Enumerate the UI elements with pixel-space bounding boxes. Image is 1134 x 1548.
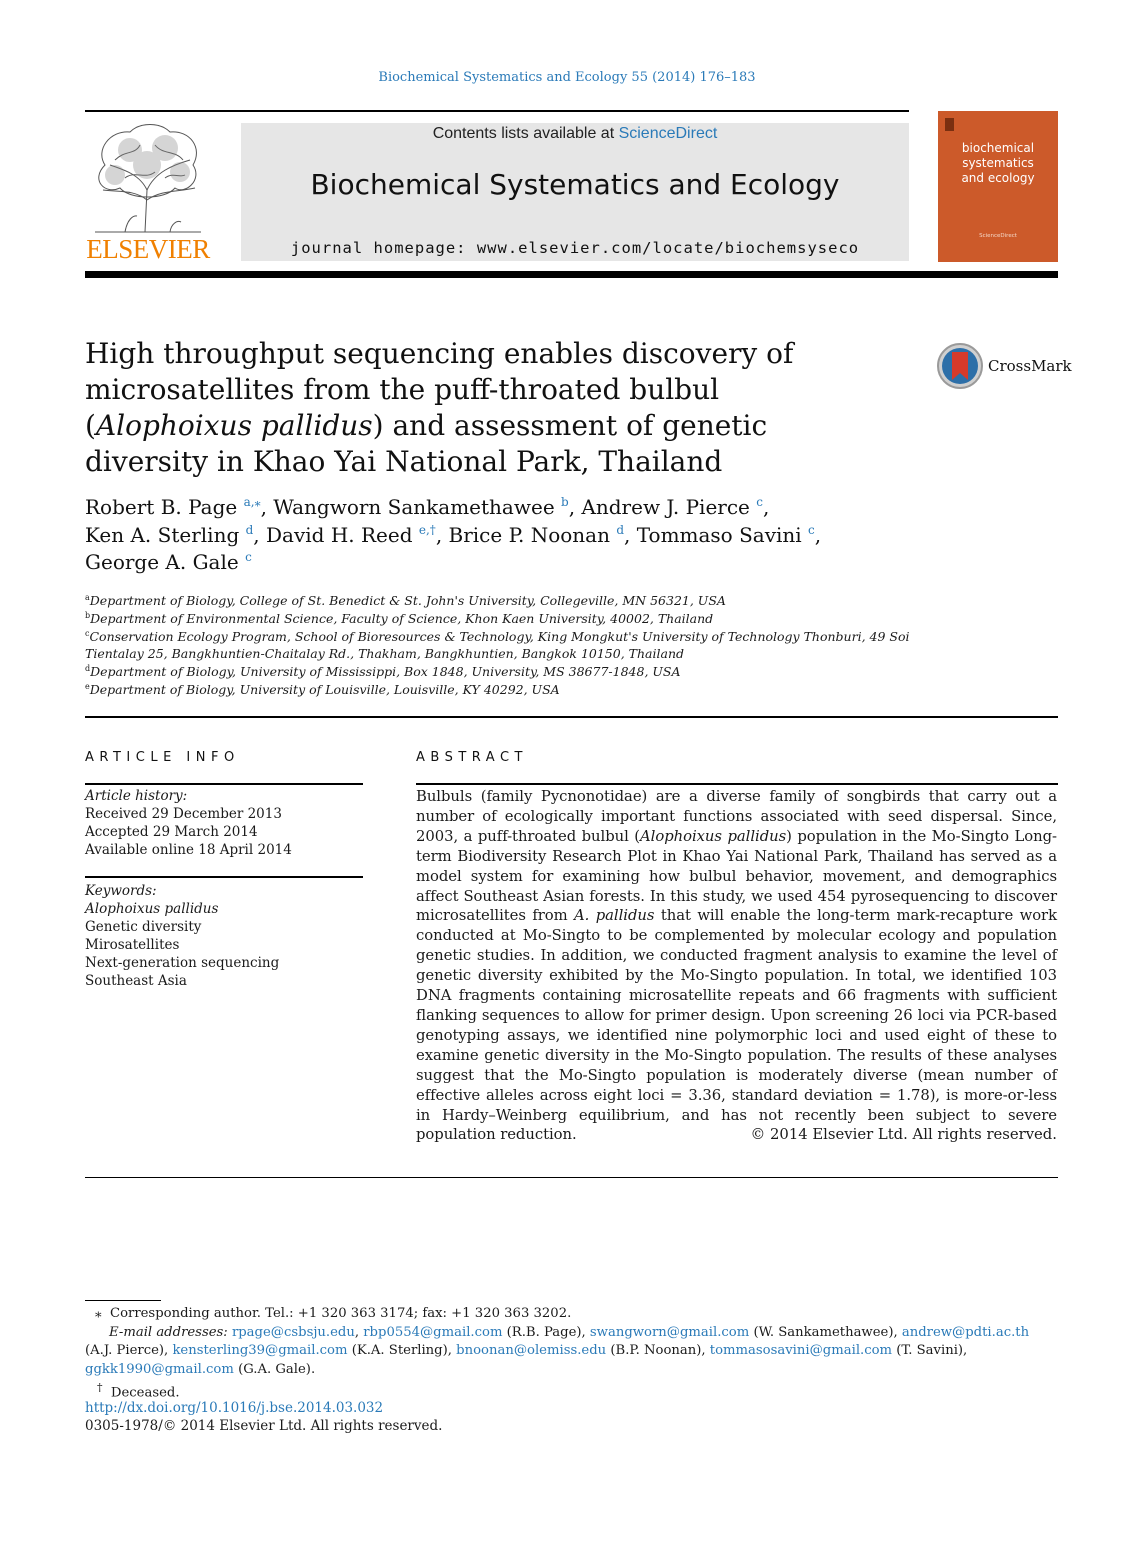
affiliation (85, 592, 965, 610)
author (273, 495, 568, 519)
journal-masthead (241, 123, 909, 261)
author (85, 550, 252, 574)
deceased-text: Deceased. (110, 1385, 180, 1401)
author (266, 523, 436, 547)
affiliation-text: Department of Biology, University of Louisville, Louisville, KY 40292, USA (89, 681, 560, 697)
cover-title-text: biochemical systematics and ecology (961, 141, 1035, 185)
title-text-1: High throughput sequencing enables discovery of microsatellites from the puff-throated bulbul ( (85, 337, 794, 442)
crossmark-icon (936, 342, 984, 390)
journal-cover[interactable] (938, 111, 1058, 262)
corresponding-footnote (85, 1305, 1058, 1324)
email-link[interactable]: ggkk1990@gmail.com (85, 1361, 234, 1377)
email-link[interactable]: rbp0554@gmail.com (363, 1324, 503, 1340)
abstract-part: Bulbuls (family Pycnonotidae) are a diverse family of songbirds that carry out a number of ecologically important functions associated with seed dispersal. Since, 2003, a puff-throated bulbul ( (416, 788, 1057, 845)
author (449, 523, 624, 547)
affiliation (85, 663, 965, 681)
author-affil-link[interactable]: c (245, 550, 252, 564)
author-separator: , (814, 522, 822, 547)
keyword: Mirosatellites (85, 937, 180, 953)
section-rule (85, 716, 1058, 718)
email-owner: (W. Sankamethawee), (749, 1324, 902, 1340)
email-owner: (T. Savini), (892, 1343, 968, 1358)
doi-block (85, 1399, 442, 1435)
email-owner: (G.A. Gale). (233, 1361, 316, 1377)
abstract-species: Alophoixus pallidus (640, 827, 787, 845)
email-owner: (A.J. Pierce), (85, 1343, 173, 1358)
contents-line (241, 125, 909, 143)
affiliation-text: Department of Biology, College of St. Benedict & St. John's University, Collegeville, MN 56321, USA (89, 593, 726, 608)
affiliation-text: Tientalay 25, Bangkhuntien-Chaitalay Rd., Thakham, Bangkhuntien, Bangkok 10150, Thailand (85, 646, 685, 662)
elsevier-wordmark: ELSEVIER (86, 234, 210, 264)
crossmark-label: CrossMark (988, 357, 1072, 375)
history-label: Article history: (85, 788, 188, 804)
history-online: Available online 18 April 2014 (85, 842, 292, 858)
author-name: Ken A. Sterling (85, 522, 240, 547)
abstract-bottom-rule (85, 1177, 1058, 1178)
email-link[interactable]: tommasosavini@gmail.com (709, 1343, 893, 1358)
abstract-heading: ABSTRACT (416, 750, 528, 765)
doi-link[interactable]: http://dx.doi.org/10.1016/j.bse.2014.03.032 (85, 1400, 384, 1416)
contents-prefix: Contents lists available at (432, 125, 619, 142)
title-species: Alophoixus pallidus (95, 409, 373, 442)
affiliation-label: b (85, 610, 91, 620)
author-affil-link[interactable]: c (756, 495, 763, 509)
article-info-heading: ARTICLE INFO (85, 750, 240, 765)
article-info-rule (85, 783, 363, 785)
keywords-rule (85, 876, 363, 878)
email-owner: (B.P. Noonan), (606, 1343, 710, 1358)
email-link[interactable]: bnoonan@olemiss.edu (456, 1343, 607, 1358)
author-separator: , (435, 522, 449, 547)
author-affil-link[interactable]: b (561, 495, 569, 509)
history-received: Received 29 December 2013 (85, 806, 282, 822)
sciencedirect-link[interactable]: ScienceDirect (618, 125, 718, 142)
title-text-2: ) and assessment of genetic diversity in Khao Yai National Park, Thailand (85, 409, 768, 478)
abstract-rule (416, 783, 1058, 785)
author-affil-link[interactable]: e,† (418, 522, 436, 537)
author (637, 523, 815, 547)
abstract-species: A. pallidus (574, 907, 655, 925)
cover-title (938, 141, 1058, 186)
affiliation (85, 645, 965, 663)
affiliation-label: e (85, 681, 90, 691)
article-title (85, 336, 885, 480)
author-separator: , (568, 495, 582, 519)
keyword: Alophoixus pallidus (85, 901, 219, 917)
header-thick-rule (85, 271, 1058, 278)
author-name: David H. Reed (266, 522, 413, 547)
email-link[interactable]: rpage@csbsju.edu (231, 1324, 355, 1340)
email-link[interactable]: andrew@pdti.ac.th (901, 1324, 1030, 1340)
elsevier-tree-icon (85, 120, 211, 238)
journal-title: Biochemical Systematics and Ecology (310, 168, 840, 201)
corresponding-text: Corresponding author. Tel.: +1 320 363 3174; fax: +1 320 363 3202. (109, 1306, 572, 1321)
affiliation (85, 628, 965, 646)
affiliation-label: d (85, 664, 91, 674)
journal-homepage-link[interactable]: journal homepage: www.elsevier.com/locate/biochemsyseco (290, 239, 860, 257)
cover-publisher-icon (945, 118, 954, 131)
affiliation-label: c (85, 628, 90, 638)
footnotes (85, 1305, 1058, 1403)
author-separator: , (624, 522, 637, 547)
author-name: Tommaso Savini (636, 522, 802, 547)
email-link[interactable]: swangworn@gmail.com (589, 1324, 750, 1340)
abstract-text (416, 787, 1057, 1145)
keywords-label: Keywords: (85, 883, 157, 899)
author-separator: , (260, 495, 274, 519)
author (85, 495, 261, 519)
history-accepted: Accepted 29 March 2014 (85, 824, 258, 840)
corresponding-mark: ⁎ (95, 1306, 102, 1321)
affiliations (85, 592, 965, 699)
cover-footer: ScienceDirect (979, 233, 1017, 239)
author-affil-link[interactable]: d (616, 522, 625, 537)
elsevier-logo[interactable] (85, 120, 211, 265)
abstract-part: that will enable the long-term mark-recapture work conducted at Mo-Singto to be complemented by molecular ecology and population genetic studies. In addition, we conducted fragment analysis to examine the level of genetic diversity exhibited by the Mo-Singto population. In total, we identified 103 DNA fragments containing microsatellite repeats and 66 fragments with sufficient flanking sequences to allow for primer design. Upon screening 26 loci via PCR-based genotyping assays, we identified nine polymorphic loci and used eight of these to examine genetic diversity in the Mo-Singto population. The results of these analyses suggest that the Mo-Singto population is moderately diverse (mean number of effective alleles across eight loci = 3.36, standard deviation = 1.78), is more-or-less in Hardy–Weinberg equilibrium, and has not recently been subject to severe population reduction. (416, 907, 1057, 1144)
keyword: Next-generation sequencing (85, 955, 280, 971)
author (85, 523, 253, 547)
abstract-copyright: © 2014 Elsevier Ltd. All rights reserved. (750, 1126, 1057, 1143)
affiliation (85, 610, 965, 628)
affiliation-text: Department of Environmental Science, Faculty of Science, Khon Kaen University, 40002, Thailand (90, 610, 714, 626)
author-name: George A. Gale (85, 550, 239, 574)
author-name: Brice P. Noonan (448, 522, 610, 547)
affiliation-text: Department of Biology, University of Mississippi, Box 1848, University, MS 38677-1848, USA (90, 664, 681, 680)
journal-citation-link[interactable]: Biochemical Systematics and Ecology 55 (2014) 176–183 (378, 70, 756, 85)
abstract-part: ) population in the Mo-Singto Long-term Biodiversity Research Plot in Khao Yai National Park, Thailand has served as a model system for examining how bulbul behavior, movement, and demographics affect Southeast Asian forests. In this study, we used 454 pyrosequencing to discover microsatellites from (416, 827, 1057, 925)
author-name: Robert B. Page (85, 495, 238, 519)
email-footnote: E-mail addresses: rpage@csbsju.edu, rbp0554@gmail.com (R.B. Page), swangworn@gmail.com (W. Sankamethawee), andrew@pdti.ac.th (A.J. Pierce), kensterling39@gmail.com (K.A. Sterling), bnoonan@olemiss.edu (B.P. Noonan), tommasosavini@gmail.com (T. Savini), ggkk1990@gmail.com (G.A. Gale). (85, 1324, 1030, 1377)
keyword: Southeast Asia (85, 973, 187, 989)
affiliation-text: Conservation Ecology Program, School of Bioresources & Technology, King Mongkut's University of Technology Thonburi, 49 Soi (89, 628, 910, 644)
author-name: Wangworn Sankamethawee (273, 495, 555, 519)
author-separator: , (253, 522, 267, 547)
header-top-rule (85, 110, 909, 112)
article-history (85, 787, 365, 859)
footnote-rule (85, 1300, 161, 1301)
affiliation-label: a (85, 593, 90, 602)
author-affil-link[interactable]: a,⁎ (243, 495, 261, 509)
email-owner: (R.B. Page), (502, 1324, 590, 1340)
email-label: E-mail addresses: (109, 1324, 228, 1340)
issn-line: 0305-1978/© 2014 Elsevier Ltd. All rights reserved. (85, 1418, 443, 1434)
email-link[interactable]: kensterling39@gmail.com (172, 1343, 348, 1358)
author-list (85, 494, 905, 577)
author-name: Andrew J. Pierce (581, 495, 750, 519)
author-affil-link[interactable]: d (245, 522, 254, 537)
affiliation (85, 681, 965, 699)
deceased-mark: † (97, 1381, 103, 1394)
email-owner: (K.A. Sterling), (347, 1343, 457, 1358)
author-affil-link[interactable]: c (808, 522, 815, 537)
keyword: Genetic diversity (85, 919, 202, 935)
author (581, 495, 763, 519)
keywords (85, 882, 365, 990)
crossmark-badge[interactable] (936, 342, 1072, 390)
author-separator: , (762, 495, 770, 519)
